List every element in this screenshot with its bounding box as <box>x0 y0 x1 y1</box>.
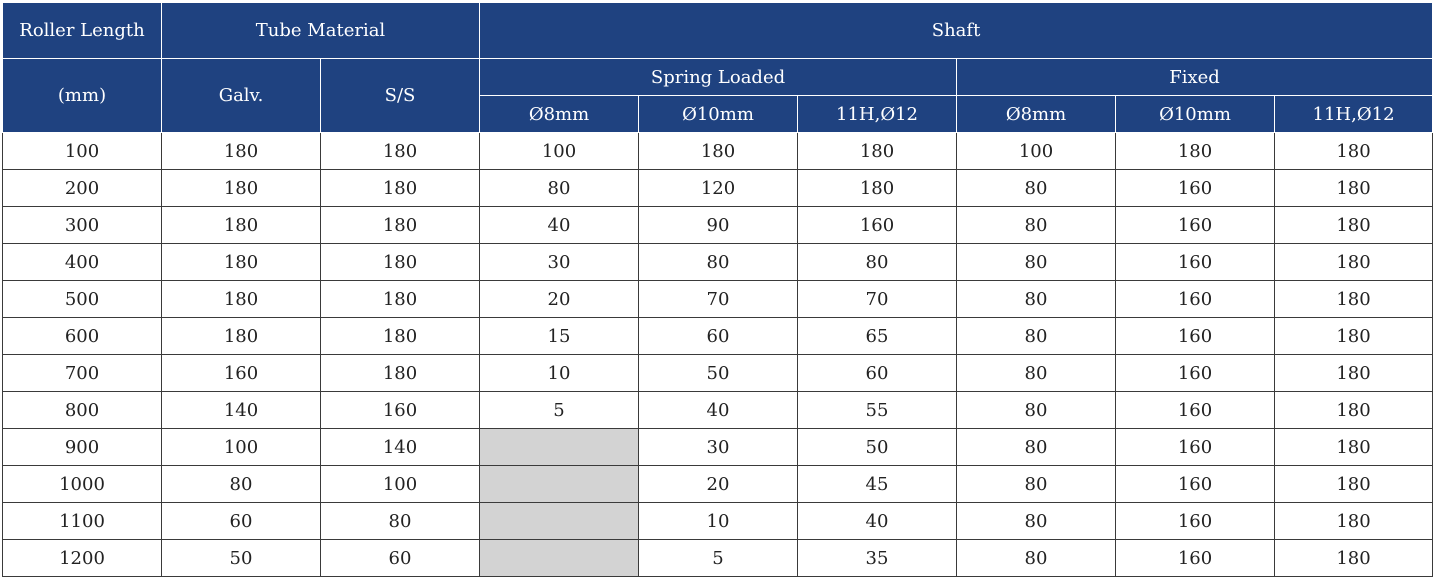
cell-galv: 180 <box>162 318 321 355</box>
header-spring-d10: Ø10mm <box>639 96 798 133</box>
cell-fixed-d12: 180 <box>1275 466 1433 503</box>
cell-galv: 180 <box>162 207 321 244</box>
cell-spring-d10: 80 <box>639 244 798 281</box>
cell-spring-d10: 50 <box>639 355 798 392</box>
cell-spring-d8: 20 <box>480 281 639 318</box>
cell-fixed-d12: 180 <box>1275 392 1433 429</box>
cell-fixed-d10: 160 <box>1116 244 1275 281</box>
cell-fixed-d10: 160 <box>1116 281 1275 318</box>
cell-galv: 180 <box>162 133 321 170</box>
cell-spring-d12: 35 <box>798 540 957 577</box>
table-row <box>3 318 1433 355</box>
cell-spring-d10: 40 <box>639 392 798 429</box>
cell-fixed-d8: 80 <box>957 170 1116 207</box>
cell-galv: 80 <box>162 466 321 503</box>
cell-roller-length: 300 <box>3 207 162 244</box>
load-table-container <box>2 2 1432 577</box>
table-row <box>3 355 1433 392</box>
header-spring-d8: Ø8mm <box>480 96 639 133</box>
cell-spring-d12: 45 <box>798 466 957 503</box>
header-spring-d12: 11H,Ø12 <box>798 96 957 133</box>
cell-galv: 140 <box>162 392 321 429</box>
cell-spring-d10: 60 <box>639 318 798 355</box>
cell-spring-d8 <box>480 429 639 466</box>
cell-fixed-d8: 80 <box>957 466 1116 503</box>
cell-spring-d12: 50 <box>798 429 957 466</box>
header-fixed-d10: Ø10mm <box>1116 96 1275 133</box>
cell-fixed-d10: 160 <box>1116 318 1275 355</box>
cell-spring-d10: 5 <box>639 540 798 577</box>
cell-spring-d10: 90 <box>639 207 798 244</box>
cell-galv: 180 <box>162 281 321 318</box>
cell-spring-d8: 80 <box>480 170 639 207</box>
cell-fixed-d10: 160 <box>1116 207 1275 244</box>
cell-galv: 60 <box>162 503 321 540</box>
cell-roller-length: 1200 <box>3 540 162 577</box>
cell-spring-d12: 180 <box>798 170 957 207</box>
cell-spring-d12: 80 <box>798 244 957 281</box>
cell-galv: 100 <box>162 429 321 466</box>
roller-load-table <box>2 2 1433 577</box>
cell-roller-length: 900 <box>3 429 162 466</box>
cell-ss: 180 <box>321 355 480 392</box>
cell-fixed-d8: 80 <box>957 318 1116 355</box>
cell-fixed-d10: 160 <box>1116 392 1275 429</box>
cell-fixed-d8: 80 <box>957 244 1116 281</box>
cell-galv: 180 <box>162 170 321 207</box>
cell-spring-d8 <box>480 503 639 540</box>
cell-spring-d12: 160 <box>798 207 957 244</box>
header-roller-length: Roller Length <box>3 3 162 59</box>
cell-spring-d12: 180 <box>798 133 957 170</box>
cell-fixed-d8: 80 <box>957 540 1116 577</box>
cell-ss: 160 <box>321 392 480 429</box>
cell-spring-d12: 70 <box>798 281 957 318</box>
cell-spring-d10: 20 <box>639 466 798 503</box>
cell-roller-length: 400 <box>3 244 162 281</box>
cell-spring-d8: 5 <box>480 392 639 429</box>
cell-galv: 50 <box>162 540 321 577</box>
table-row <box>3 281 1433 318</box>
header-row-1 <box>3 3 1433 59</box>
table-row <box>3 244 1433 281</box>
cell-fixed-d12: 180 <box>1275 503 1433 540</box>
cell-fixed-d10: 160 <box>1116 503 1275 540</box>
cell-ss: 80 <box>321 503 480 540</box>
cell-roller-length: 1100 <box>3 503 162 540</box>
cell-fixed-d12: 180 <box>1275 540 1433 577</box>
cell-fixed-d12: 180 <box>1275 170 1433 207</box>
cell-spring-d8: 30 <box>480 244 639 281</box>
cell-spring-d10: 70 <box>639 281 798 318</box>
header-shaft: Shaft <box>480 3 1433 59</box>
cell-fixed-d12: 180 <box>1275 133 1433 170</box>
cell-fixed-d12: 180 <box>1275 355 1433 392</box>
cell-spring-d10: 30 <box>639 429 798 466</box>
cell-spring-d10: 120 <box>639 170 798 207</box>
cell-fixed-d8: 80 <box>957 429 1116 466</box>
cell-spring-d10: 180 <box>639 133 798 170</box>
cell-fixed-d10: 160 <box>1116 170 1275 207</box>
cell-roller-length: 700 <box>3 355 162 392</box>
header-row-2 <box>3 59 1433 96</box>
cell-spring-d12: 55 <box>798 392 957 429</box>
cell-spring-d8: 40 <box>480 207 639 244</box>
cell-spring-d8: 15 <box>480 318 639 355</box>
cell-fixed-d10: 160 <box>1116 540 1275 577</box>
header-galv: Galv. <box>162 59 321 133</box>
cell-fixed-d12: 180 <box>1275 281 1433 318</box>
cell-ss: 180 <box>321 318 480 355</box>
cell-ss: 180 <box>321 133 480 170</box>
cell-fixed-d8: 80 <box>957 355 1116 392</box>
cell-roller-length: 1000 <box>3 466 162 503</box>
cell-galv: 180 <box>162 244 321 281</box>
header-fixed-d12: 11H,Ø12 <box>1275 96 1433 133</box>
header-mm: (mm) <box>3 59 162 133</box>
table-row <box>3 466 1433 503</box>
cell-fixed-d10: 160 <box>1116 355 1275 392</box>
cell-spring-d8: 10 <box>480 355 639 392</box>
cell-fixed-d10: 180 <box>1116 133 1275 170</box>
cell-spring-d12: 60 <box>798 355 957 392</box>
table-row <box>3 503 1433 540</box>
cell-fixed-d12: 180 <box>1275 207 1433 244</box>
table-row <box>3 540 1433 577</box>
table-row <box>3 133 1433 170</box>
cell-spring-d8 <box>480 540 639 577</box>
cell-roller-length: 500 <box>3 281 162 318</box>
cell-ss: 180 <box>321 244 480 281</box>
cell-roller-length: 100 <box>3 133 162 170</box>
cell-ss: 60 <box>321 540 480 577</box>
cell-spring-d8: 100 <box>480 133 639 170</box>
cell-fixed-d8: 80 <box>957 207 1116 244</box>
cell-ss: 180 <box>321 281 480 318</box>
cell-ss: 100 <box>321 466 480 503</box>
table-row <box>3 392 1433 429</box>
cell-roller-length: 600 <box>3 318 162 355</box>
cell-spring-d12: 65 <box>798 318 957 355</box>
cell-fixed-d12: 180 <box>1275 318 1433 355</box>
cell-ss: 180 <box>321 170 480 207</box>
cell-fixed-d8: 80 <box>957 503 1116 540</box>
cell-fixed-d12: 180 <box>1275 429 1433 466</box>
cell-spring-d12: 40 <box>798 503 957 540</box>
header-tube-material: Tube Material <box>162 3 480 59</box>
cell-roller-length: 800 <box>3 392 162 429</box>
cell-spring-d8 <box>480 466 639 503</box>
cell-fixed-d8: 80 <box>957 392 1116 429</box>
cell-fixed-d12: 180 <box>1275 244 1433 281</box>
table-header <box>3 3 1433 133</box>
header-spring-loaded: Spring Loaded <box>480 59 957 96</box>
cell-fixed-d10: 160 <box>1116 466 1275 503</box>
table-row <box>3 207 1433 244</box>
table-row <box>3 170 1433 207</box>
table-row <box>3 429 1433 466</box>
cell-fixed-d8: 100 <box>957 133 1116 170</box>
header-ss: S/S <box>321 59 480 133</box>
cell-ss: 180 <box>321 207 480 244</box>
cell-fixed-d8: 80 <box>957 281 1116 318</box>
cell-galv: 160 <box>162 355 321 392</box>
header-fixed-d8: Ø8mm <box>957 96 1116 133</box>
cell-roller-length: 200 <box>3 170 162 207</box>
cell-fixed-d10: 160 <box>1116 429 1275 466</box>
table-body <box>3 133 1433 577</box>
cell-spring-d10: 10 <box>639 503 798 540</box>
cell-ss: 140 <box>321 429 480 466</box>
header-fixed: Fixed <box>957 59 1433 96</box>
